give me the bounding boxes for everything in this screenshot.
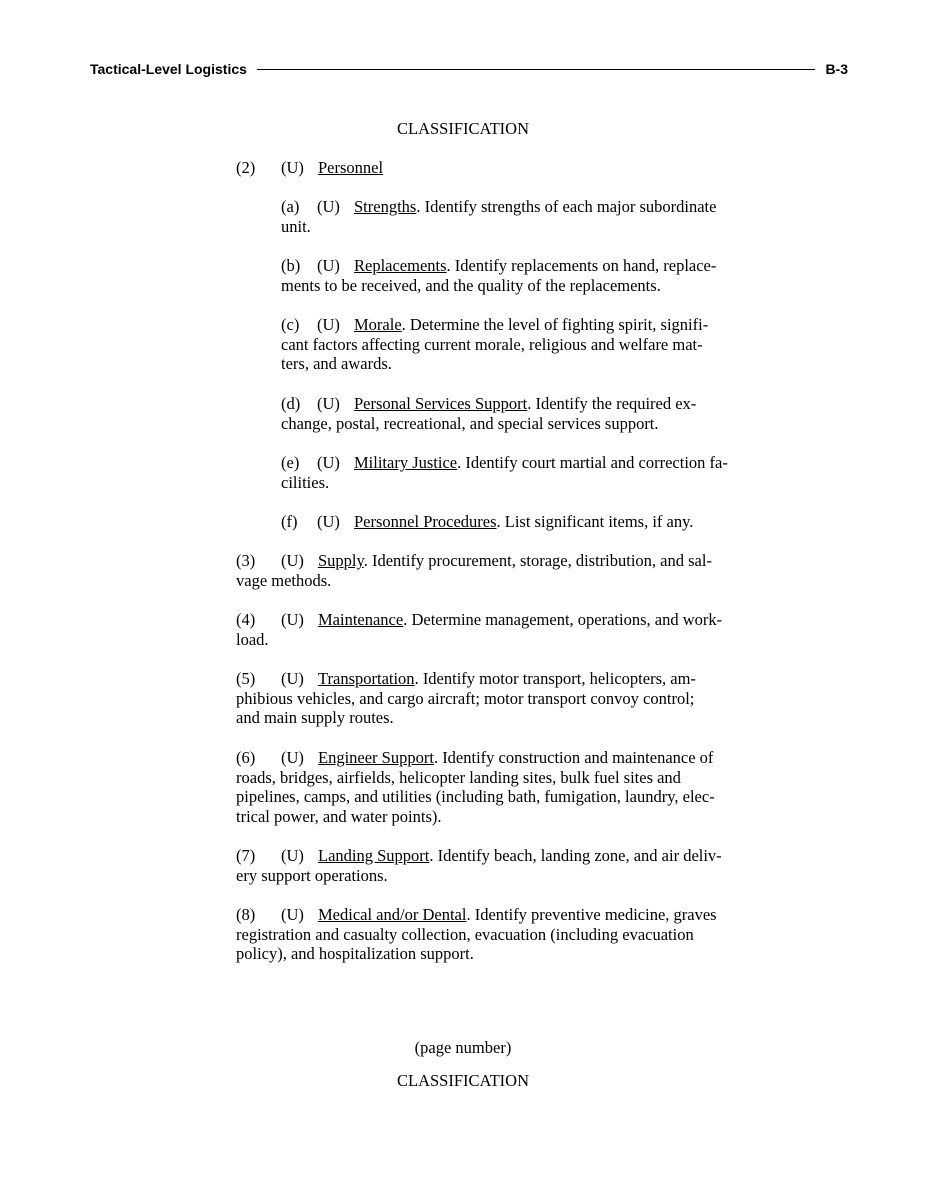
subparagraph-a: (a) (U) Strengths. Identify strengths of each major subordinate unit. (281, 197, 717, 236)
subparagraph-e: (e) (U) Military Justice. Identify court martial and correction fa- cilities. (281, 453, 728, 492)
paragraph-title: Personnel (318, 158, 384, 177)
subparagraph-b: (b) (U) Replacements. Identify replacements on hand, replace- ments to be received, and the quality of the replacements. (281, 256, 717, 295)
top-classification: CLASSIFICATION (396, 119, 530, 138)
header-title: Tactical-Level Logistics (90, 61, 247, 77)
header-rule (257, 69, 816, 70)
paragraph-6: (6) (U) Engineer Support. Identify construction and maintenance of roads, bridges, airfields, helicopter landing sites, bulk fuel sites and pipelines, camps, and utilities (including bath, fumigation, laundry, elec- trical power, and water points). (236, 748, 715, 826)
paragraph-2: (2) (U) Personnel (236, 158, 384, 177)
bottom-classification: CLASSIFICATION (396, 1071, 530, 1090)
running-header (90, 60, 848, 78)
subparagraph-d: (d) (U) Personal Services Support. Identify the required ex- change, postal, recreational, and special services support. (281, 394, 697, 433)
paragraph-8: (8) (U) Medical and/or Dental. Identify preventive medicine, graves registration and casualty collection, evacuation (including evacuation policy), and hospitalization support. (236, 905, 717, 963)
paragraph-4: (4) (U) Maintenance. Determine management, operations, and work- load. (236, 610, 723, 649)
subparagraph-c: (c) (U) Morale. Determine the level of fighting spirit, signifi- cant factors affecting current morale, religious and welfare mat- ters, and awards. (281, 315, 709, 373)
paragraph-3: (3) (U) Supply. Identify procurement, storage, distribution, and sal- vage methods. (236, 551, 712, 590)
page-number-placeholder: (page number) (414, 1038, 512, 1057)
paragraph-5: (5) (U) Transportation. Identify motor transport, helicopters, am- phibious vehicles, and cargo aircraft; motor transport convoy control; and main supply routes. (236, 669, 696, 727)
paragraph-7: (7) (U) Landing Support. Identify beach, landing zone, and air deliv- ery support operations. (236, 846, 722, 885)
header-page-number: B-3 (825, 61, 848, 77)
subparagraph-f: (f) (U) Personnel Procedures. List significant items, if any. (281, 512, 694, 531)
